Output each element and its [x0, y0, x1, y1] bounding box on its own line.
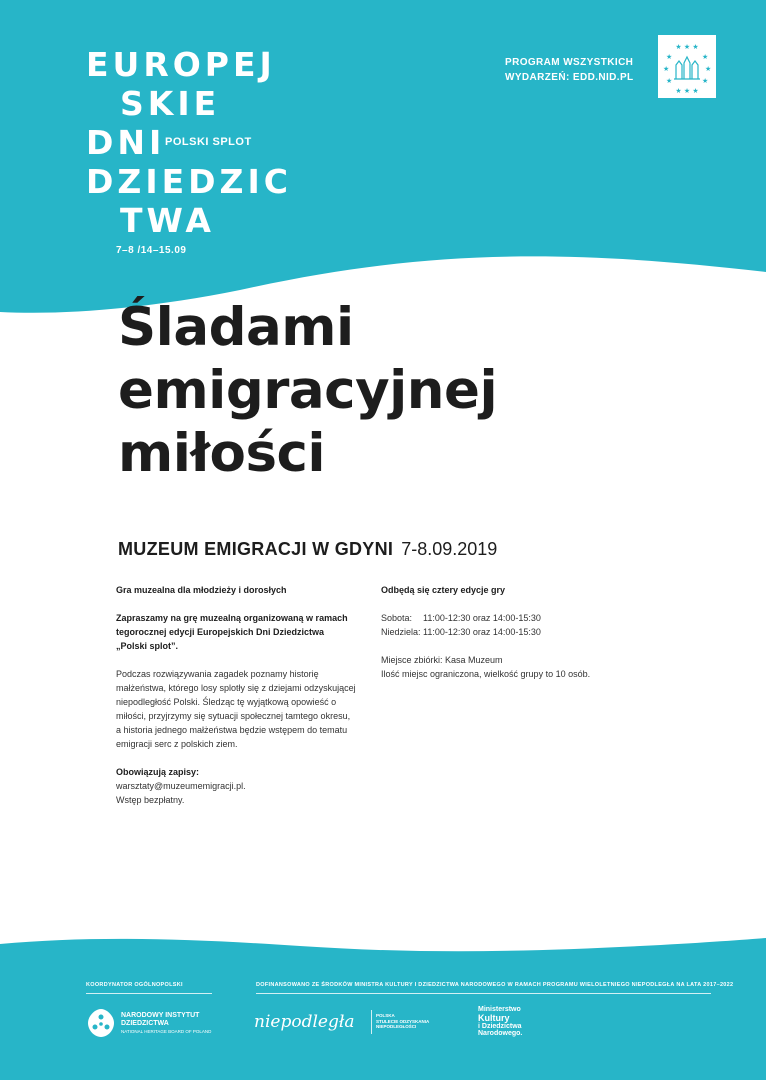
schedule-day: Niedziela: [381, 627, 421, 637]
logo-line-2: SKIE [120, 84, 221, 123]
schedule-times: 11:00-12:30 oraz 14:00-15:30 [423, 627, 541, 637]
svg-text:★ ★ ★: ★ ★ ★ [675, 43, 699, 51]
nid-line-3: NATIONAL HERITAGE BOARD OF POLAND [121, 1029, 212, 1034]
niepodlegla-text [376, 1013, 429, 1030]
stars-castle-emblem-icon [658, 35, 716, 98]
svg-text:★: ★ [705, 65, 712, 73]
svg-text:★ ★ ★: ★ ★ ★ [675, 87, 699, 95]
logo-line-1: EUROPEJ [86, 45, 276, 84]
niepodlegla-line-3: NIEPODLEGŁOŚCI [376, 1024, 417, 1029]
venue-line [118, 539, 497, 560]
logo-line-3: DNI [86, 123, 166, 162]
title-line-2: emigracyjnej [118, 360, 498, 421]
body-text: Podczas rozwiązywania zagadek poznamy historię małżeństwa, którego losy splotły się z dziejami odzyskującej niepodległość Polski. Śledząc tę wyjątkową opowieść o miłości, przyjrzymy się sytuacji społecznej tamtego okresu, a historia jednego małżeństwa będzie wstępem do tematu emigracji serc z polskich ziem. [116, 669, 356, 749]
niepodlegla-divider [371, 1010, 372, 1034]
schedule-heading: Odbędą się cztery edycje gry [381, 585, 506, 595]
event-title [118, 296, 718, 485]
schedule-column [381, 583, 661, 681]
logo-subtitle: POLSKI SPLOT [165, 136, 252, 148]
game-heading: Gra muzealna dla młodzieży i dorosłych [116, 585, 287, 595]
ministry-line-3: i Dziedzictwa [478, 1022, 522, 1030]
svg-text:★: ★ [702, 53, 709, 61]
footer-divider [86, 993, 212, 994]
ministry-line-2: Kultury [478, 1012, 510, 1023]
logo-line-4: DZIEDZIC [86, 162, 292, 201]
entry-info: Wstęp bezpłatny. [116, 795, 185, 805]
coordinator-label: KOORDYNATOR OGÓLNOPOLSKI [86, 982, 183, 988]
svg-text:★: ★ [663, 65, 670, 73]
schedule-row [381, 611, 661, 625]
program-line-1: PROGRAM WSZYSTKICH [505, 57, 634, 68]
footer-divider [256, 993, 711, 994]
niepodlegla-line-1: POLSKA [376, 1013, 395, 1018]
schedule-day: Sobota: [381, 613, 413, 623]
ministry-logo [478, 1006, 522, 1038]
niepodlegla-line-2: STULECIE ODZYSKANIA [376, 1018, 430, 1024]
ministry-line-1: Ministerstwo [478, 1006, 521, 1013]
meeting-point: Miejsce zbiórki: Kasa Muzeum [381, 655, 503, 665]
title-line-1: Śladami [118, 297, 354, 358]
ministry-line-4: Narodowego. [478, 1030, 523, 1037]
program-line-2: WYDARZEŃ: EDD.NID.PL [505, 72, 634, 83]
schedule-row [381, 625, 661, 639]
event-date: 7-8.09.2019 [401, 539, 498, 559]
venue-name: MUZEUM EMIGRACJI W GDYNI [118, 539, 394, 559]
intro-text: Zapraszamy na grę muzealną organizowaną w ramach tegorocznej edycji Europejskich Dni Dziedzictwa „Polski splot”. [116, 613, 348, 651]
description-column [116, 583, 356, 807]
nid-line-2: DZIEDZICTWA [121, 1020, 169, 1027]
nid-logo-icon [86, 1008, 116, 1038]
svg-text:★: ★ [666, 77, 673, 85]
program-link-text [505, 55, 634, 85]
svg-text:★: ★ [666, 53, 673, 61]
title-line-3: miłości [118, 423, 326, 484]
group-limit: Ilość miejsc ograniczona, wielkość grupy to 10 osób. [381, 669, 591, 679]
schedule-times: 11:00-12:30 oraz 14:00-15:30 [423, 613, 541, 623]
festival-dates: 7–8 /14–15.09 [116, 245, 187, 256]
registration-email[interactable]: warsztaty@muzeumemigracji.pl. [116, 781, 246, 791]
nid-logo-text [121, 1012, 211, 1036]
svg-text:★: ★ [702, 77, 709, 85]
niepodlegla-signature: niepodległa [254, 1012, 355, 1032]
logo-line-5: TWA [120, 201, 215, 240]
nid-line-1: NARODOWY INSTYTUT [121, 1012, 200, 1019]
registration-heading: Obowiązują zapisy: [116, 767, 200, 777]
funding-label: DOFINANSOWANO ZE ŚRODKÓW MINISTRA KULTURY I DZIEDZICTWA NARODOWEGO W RAMACH PROGRAMU WIELOLETNIEGO NIEPODLEGŁA NA LATA 2017–2022 [256, 982, 734, 988]
